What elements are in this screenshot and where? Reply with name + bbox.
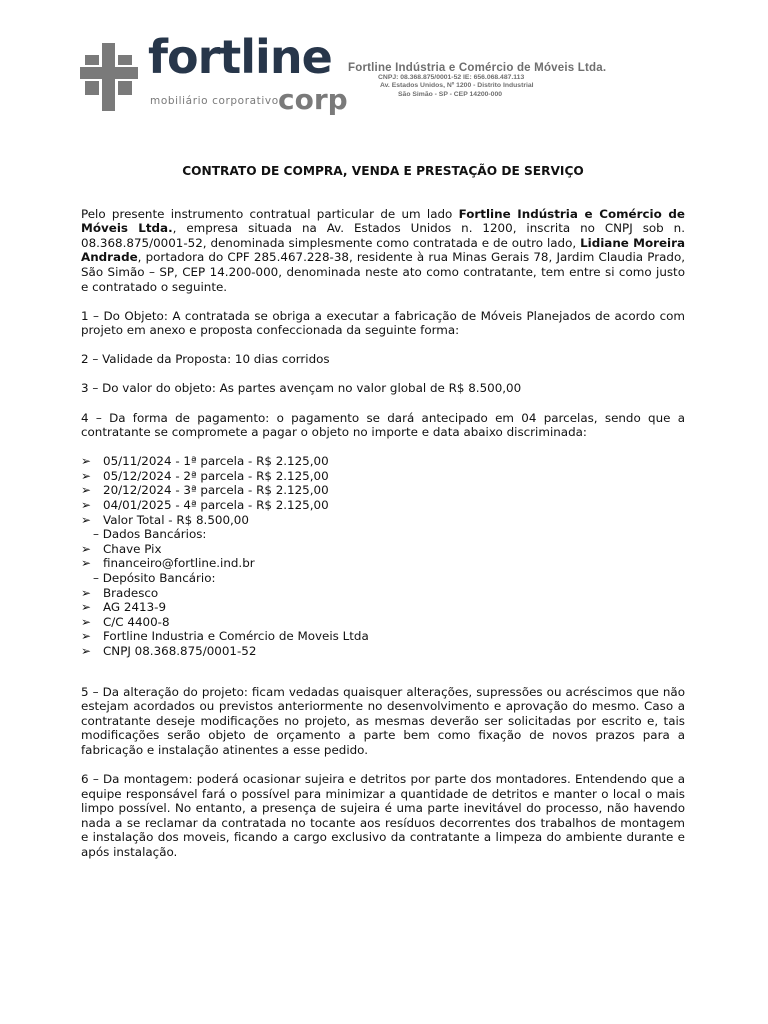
arrow-bullet-icon: ➢ bbox=[81, 498, 91, 512]
clause-2: 2 – Validade da Proposta: 10 dias corridos bbox=[81, 352, 330, 367]
pix-email: financeiro@fortline.ind.br bbox=[103, 556, 255, 571]
bank-data-heading: – Dados Bancários: bbox=[93, 527, 207, 542]
clause-3: 3 – Do valor do objeto: As partes avençam no valor global de R$ 8.500,00 bbox=[81, 381, 522, 396]
contract-body bbox=[81, 164, 685, 874]
list-item bbox=[81, 586, 685, 601]
intro-text-2: , empresa situada na Av. Estados Unidos n. 1200, inscrita no CNPJ sob n. 08.368.875/0001-52, denominada simplesmente como contratada e de outro lado, bbox=[81, 221, 685, 250]
arrow-bullet-icon: ➢ bbox=[81, 541, 91, 556]
bank-name: Bradesco bbox=[103, 585, 159, 600]
list-item bbox=[81, 644, 685, 659]
arrow-bullet-icon: ➢ bbox=[81, 512, 91, 527]
account-holder: Fortline Industria e Comércio de Moveis Ltda bbox=[103, 629, 369, 644]
bank-data-list bbox=[81, 542, 685, 571]
list-item bbox=[81, 556, 685, 571]
intro-paragraph bbox=[81, 207, 685, 295]
clause-6: 6 – Da montagem: poderá ocasionar sujeira e detritos por parte dos montadores. Entendendo que a equipe responsável fará o possível para minimizar a quantidade de detritos e manter o local o mais limpo possível. No entanto, a presença de sujeira é uma parte inevitável do processo, não havendo nada a se reclamar da contratada no tocante aos resíduos decorrentes dos trabalhos de montagem e instalação dos moveis, ficando a cargo exclusivo da contratante a limpeza do ambiente durante e após instalação. bbox=[81, 772, 685, 859]
parcel-list bbox=[81, 454, 685, 527]
arrow-bullet-icon: ➢ bbox=[81, 454, 91, 469]
arrow-bullet-icon: ➢ bbox=[81, 600, 91, 615]
intro-text-1: Pelo presente instrumento contratual particular de um lado bbox=[81, 206, 459, 221]
arrow-bullet-icon: ➢ bbox=[81, 468, 91, 483]
arrow-bullet-icon: ➢ bbox=[81, 614, 91, 629]
bank-account: C/C 4400-8 bbox=[103, 614, 170, 629]
arrow-bullet-icon: ➢ bbox=[81, 483, 91, 498]
arrow-bullet-icon: ➢ bbox=[81, 556, 91, 571]
arrow-bullet-icon: ➢ bbox=[81, 585, 91, 600]
company-name: Fortline Indústria e Comércio de Móveis Ltda. bbox=[348, 62, 607, 74]
intro-text-3: , portadora do CPF 285.467.228-38, residente à rua Minas Gerais 78, Jardim Claudia Prado, São Simão – SP, CEP 14.200-000, denominada neste ato como contratante, tem entre si como justo e contratado o seguinte. bbox=[81, 250, 685, 294]
contractor-name: Fortline Indústria e Comércio de Móveis Ltda. bbox=[81, 206, 685, 236]
account-cnpj: CNPJ 08.368.875/0001-52 bbox=[103, 643, 257, 658]
parcel-total: Valor Total - R$ 8.500,00 bbox=[103, 512, 249, 527]
company-cnpj: CNPJ: 08.368.875/0001-52 IE: 656.068.487.113 bbox=[378, 74, 525, 81]
list-item bbox=[81, 483, 685, 498]
letterhead bbox=[80, 30, 700, 120]
pix-key-label: Chave Pix bbox=[103, 541, 162, 556]
list-item bbox=[81, 498, 685, 513]
list-item bbox=[81, 600, 685, 615]
brand-tagline: mobiliário corporativo bbox=[150, 95, 279, 107]
document-title: CONTRATO DE COMPRA, VENDA E PRESTAÇÃO DE SERVIÇO bbox=[182, 164, 584, 178]
parcel-3: 20/12/2024 - 3ª parcela - R$ 2.125,00 bbox=[103, 483, 329, 498]
clause-4: 4 – Da forma de pagamento: o pagamento se dará antecipado em 04 parcelas, sendo que a contratante se compromete a pagar o objeto no importe e data abaixo discriminada: bbox=[81, 410, 685, 440]
parcel-2: 05/12/2024 - 2ª parcela - R$ 2.125,00 bbox=[103, 468, 329, 483]
list-item bbox=[81, 469, 685, 484]
list-item bbox=[81, 454, 685, 469]
client-name: Lidiane Moreira Andrade bbox=[81, 235, 686, 265]
deposit-heading: – Depósito Bancário: bbox=[93, 570, 216, 585]
company-city: São Simão - SP - CEP 14200-000 bbox=[398, 90, 503, 98]
arrow-bullet-icon: ➢ bbox=[81, 629, 91, 644]
list-item bbox=[81, 629, 685, 644]
clause-1: 1 – Do Objeto: A contratada se obriga a executar a fabricação de Móveis Planejados de acordo com projeto em anexo e proposta confeccionada da seguinte forma: bbox=[81, 308, 685, 338]
list-item bbox=[81, 542, 685, 557]
fortline-logo-cross-icon bbox=[80, 43, 138, 111]
arrow-bullet-icon: ➢ bbox=[81, 643, 91, 658]
deposit-list bbox=[81, 586, 685, 659]
list-item bbox=[81, 615, 685, 630]
parcel-4: 04/01/2025 - 4ª parcela - R$ 2.125,00 bbox=[103, 498, 329, 512]
company-info bbox=[348, 62, 606, 99]
list-item bbox=[81, 513, 685, 528]
clause-5: 5 – Da alteração do projeto: ficam vedadas quaisquer alterações, supressões ou acréscimos que não estejam acordados ou previstos anteriormente no desenvolvimento e aprovação do mesmo. Caso a contratante deseje modificações no projeto, as mesmas deverão ser solicitadas por escrito e, tais modificações serão objeto de orçamento a parte bem como fixação de novos prazos para a fabricação e instalação atinentes a esse pedido. bbox=[81, 684, 685, 757]
brand-corp: corp bbox=[278, 83, 348, 116]
bank-agency: AG 2413-9 bbox=[103, 600, 167, 615]
parcel-1: 05/11/2024 - 1ª parcela - R$ 2.125,00 bbox=[103, 454, 329, 469]
company-address: Av. Estados Unidos, Nº 1200 - Distrito Industrial bbox=[380, 82, 534, 90]
brand-wordmark: fortline bbox=[148, 30, 332, 84]
